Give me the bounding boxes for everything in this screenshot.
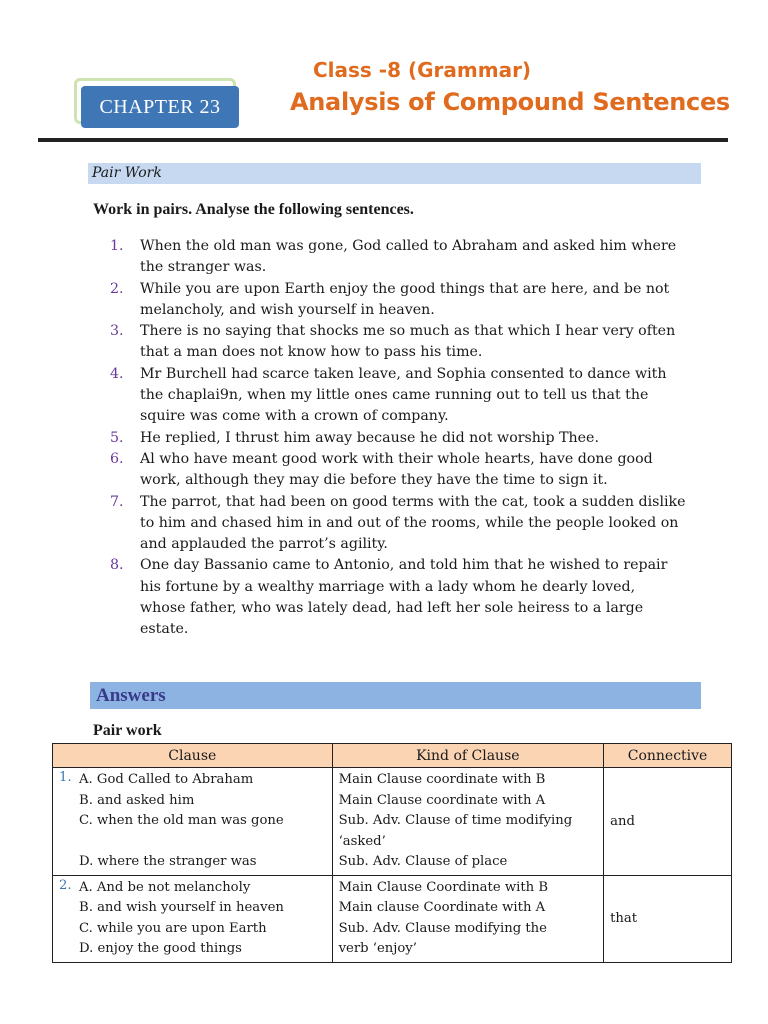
answers-heading: Answers (90, 682, 701, 709)
row-number: 2. (59, 877, 72, 893)
answers-subheading: Pair work (93, 722, 162, 739)
list-item (110, 555, 710, 640)
clause-line: C. while you are upon Earth (79, 920, 267, 936)
list-item (110, 449, 710, 492)
list-item (110, 492, 710, 556)
question-text (140, 492, 710, 556)
question-number: 7. (110, 493, 124, 510)
kind-line: Main Clause coordinate with B (338, 772, 546, 787)
question-number: 6. (110, 450, 124, 467)
kind-line: Sub. Adv. Clause of place (338, 854, 508, 869)
question-line: melancholy, and wish yourself in heaven. (140, 301, 435, 318)
column-header-connective: Connective (604, 744, 732, 768)
clause-cell (53, 875, 333, 962)
page-title: Analysis of Compound Sentences (290, 88, 730, 116)
question-number: 5. (110, 429, 124, 446)
question-line: the stranger was. (140, 259, 267, 276)
column-header-clause: Clause (53, 744, 333, 768)
question-line: and applauded the parrot’s agility. (140, 536, 388, 553)
question-line: that a man does not know how to pass his time. (140, 344, 483, 361)
class-title: Class -8 (Grammar) (313, 58, 532, 82)
clause-line: D. enjoy the good things (79, 941, 242, 956)
question-line: He replied, I thrust him away because he did not worship Thee. (140, 429, 599, 446)
answers-table (52, 743, 732, 963)
question-line: Al who have meant good work with their whole hearts, have done good (140, 450, 653, 467)
question-number: 3. (110, 323, 124, 340)
question-text (140, 428, 710, 449)
header-divider (38, 138, 728, 142)
list-item (110, 428, 710, 449)
question-line: One day Bassanio came to Antonio, and told him that he wished to repair (140, 557, 668, 574)
question-number: 8. (110, 557, 124, 574)
clause-line: B. and wish yourself in heaven (79, 900, 284, 915)
table-header-row (53, 744, 732, 768)
question-number: 4. (110, 365, 124, 382)
question-line: his fortune by a wealthy marriage with a lady whom he dearly loved, (140, 578, 636, 595)
pair-work-heading: Pair Work (88, 163, 701, 184)
question-line: the chaplai9n, when my little ones came running out to tell us that the (140, 387, 649, 404)
list-item (110, 321, 710, 364)
chapter-badge: CHAPTER 23 (81, 86, 239, 128)
kind-cell (332, 875, 604, 962)
kind-line: Sub. Adv. Clause modifying the (338, 920, 547, 936)
question-line: Mr Burchell had scarce taken leave, and Sophia consented to dance with (140, 365, 667, 382)
clause-line: B. and asked him (79, 792, 195, 808)
table-row (53, 875, 732, 962)
clause-line (79, 832, 284, 853)
question-line: whose father, who was lately dead, had left her sole heiress to a large (140, 600, 644, 617)
question-line: estate. (140, 621, 189, 638)
question-line: work, although they may die before they have the time to sign it. (140, 472, 608, 489)
question-line: There is no saying that shocks me so much as that which I hear very often (140, 323, 676, 340)
question-text (140, 321, 710, 364)
question-line: squire was come with a crown of company. (140, 408, 449, 425)
list-item (110, 279, 710, 322)
question-number: 1. (110, 238, 124, 254)
question-text (140, 236, 710, 279)
kind-cell (332, 768, 604, 876)
clause-cell (53, 768, 333, 876)
row-number: 1. (59, 770, 72, 785)
connective-cell: and (604, 768, 732, 876)
question-number: 2. (110, 280, 124, 297)
kind-line: Sub. Adv. Clause of time modifying (338, 813, 573, 828)
column-header-kind: Kind of Clause (332, 744, 604, 768)
clause-line: C. when the old man was gone (79, 813, 284, 828)
instruction-text: Work in pairs. Analyse the following sentences. (93, 201, 414, 218)
question-text (140, 364, 710, 428)
question-text (140, 279, 710, 322)
question-line: The parrot, that had been on good terms with the cat, took a sudden dislike (140, 493, 686, 510)
clause-line: A. And be not melancholy (79, 879, 251, 895)
table-row (53, 768, 732, 876)
question-text (140, 555, 710, 640)
question-line: While you are upon Earth enjoy the good things that are here, and be not (140, 280, 670, 297)
list-item (110, 364, 710, 428)
question-line: When the old man was gone, God called to Abraham and asked him where (140, 238, 677, 254)
clause-line: A. God Called to Abraham (79, 772, 254, 787)
list-item (110, 236, 710, 279)
connective-cell: that (604, 875, 732, 962)
question-list (110, 236, 710, 641)
kind-line: Main clause Coordinate with A (338, 900, 546, 915)
chapter-badge-wrap (74, 78, 240, 130)
clause-line: D. where the stranger was (79, 854, 257, 869)
kind-line: Main Clause coordinate with A (338, 792, 546, 808)
question-text (140, 449, 710, 492)
kind-line: Main Clause Coordinate with B (338, 879, 549, 895)
question-line: to him and chased him in and out of the rooms, while the people looked on (140, 514, 679, 531)
kind-line: verb ‘enjoy’ (338, 941, 417, 956)
kind-line: ‘asked’ (338, 833, 386, 849)
